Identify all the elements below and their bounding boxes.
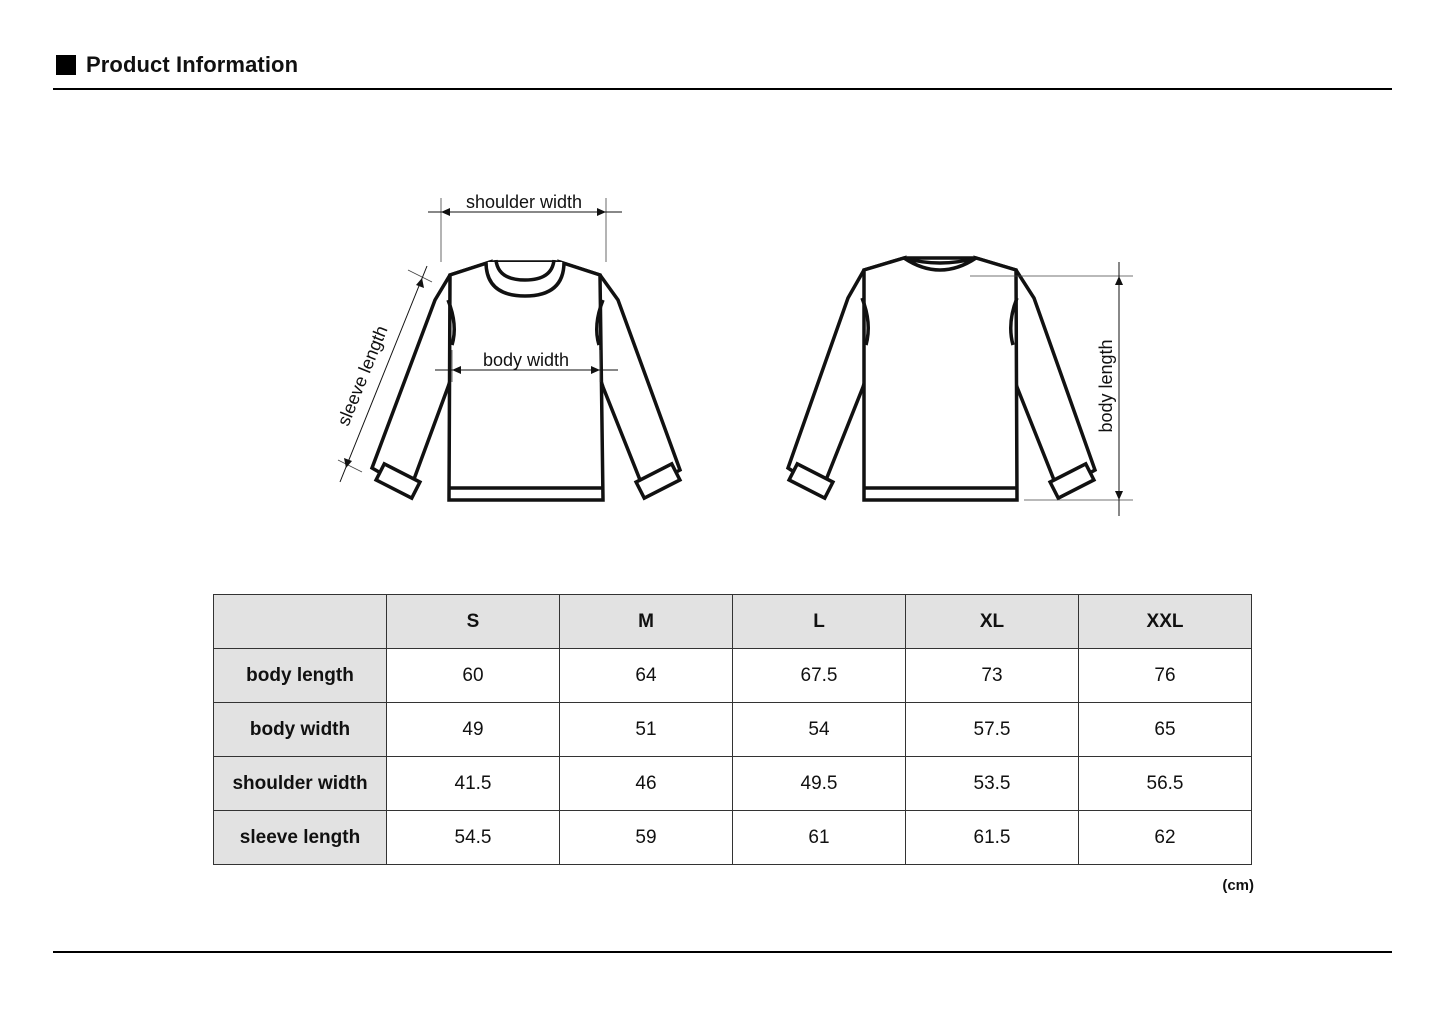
table-cell: 65 xyxy=(1079,703,1252,757)
table-cell: 56.5 xyxy=(1079,757,1252,811)
shoulder-width-label: shoulder width xyxy=(465,192,583,212)
table-cell: 62 xyxy=(1079,811,1252,865)
column-header-m: M xyxy=(560,595,733,649)
column-header-s: S xyxy=(387,595,560,649)
table-cell: 51 xyxy=(560,703,733,757)
row-label: body width xyxy=(214,703,387,757)
column-header-xxl: XXL xyxy=(1079,595,1252,649)
body-width-label: body width xyxy=(482,350,570,370)
arrow-up-icon xyxy=(416,278,424,288)
row-label: shoulder width xyxy=(214,757,387,811)
table-row xyxy=(214,649,1252,703)
table-cell: 54.5 xyxy=(387,811,560,865)
arrow-right-icon xyxy=(597,208,606,216)
table-cell: 41.5 xyxy=(387,757,560,811)
front-sweater xyxy=(372,260,680,500)
table-row xyxy=(214,703,1252,757)
table-cell: 46 xyxy=(560,757,733,811)
row-label: body length xyxy=(214,649,387,703)
table-cell: 59 xyxy=(560,811,733,865)
table-row xyxy=(214,757,1252,811)
shoulder-width-dimension xyxy=(428,192,622,262)
column-header-xl: XL xyxy=(906,595,1079,649)
column-header-l: L xyxy=(733,595,906,649)
page-title: Product Information xyxy=(86,52,299,77)
table-cell: 49 xyxy=(387,703,560,757)
table-cell: 67.5 xyxy=(733,649,906,703)
table-cell: 54 xyxy=(733,703,906,757)
body-length-label: body length xyxy=(1096,339,1116,433)
table-cell: 73 xyxy=(906,649,1079,703)
table-cell: 61 xyxy=(733,811,906,865)
table-cell: 53.5 xyxy=(906,757,1079,811)
table-header-row xyxy=(214,595,1252,649)
back-sweater xyxy=(788,258,1095,500)
footer-divider xyxy=(53,951,1392,953)
arrow-left-icon xyxy=(441,208,450,216)
unit-label: (cm) xyxy=(1222,877,1254,894)
table-cell: 64 xyxy=(560,649,733,703)
table-row xyxy=(214,811,1252,865)
table-cell: 61.5 xyxy=(906,811,1079,865)
table-cell: 57.5 xyxy=(906,703,1079,757)
size-chart-table xyxy=(213,594,1252,865)
table-cell: 49.5 xyxy=(733,757,906,811)
row-label: sleeve length xyxy=(214,811,387,865)
column-header xyxy=(214,595,387,649)
arrow-down-icon xyxy=(1115,491,1123,500)
table-cell: 60 xyxy=(387,649,560,703)
back-body xyxy=(864,258,1017,500)
arrow-up-icon xyxy=(1115,276,1123,285)
sleeve-length-label: sleeve length xyxy=(333,322,392,429)
table-cell: 76 xyxy=(1079,649,1252,703)
